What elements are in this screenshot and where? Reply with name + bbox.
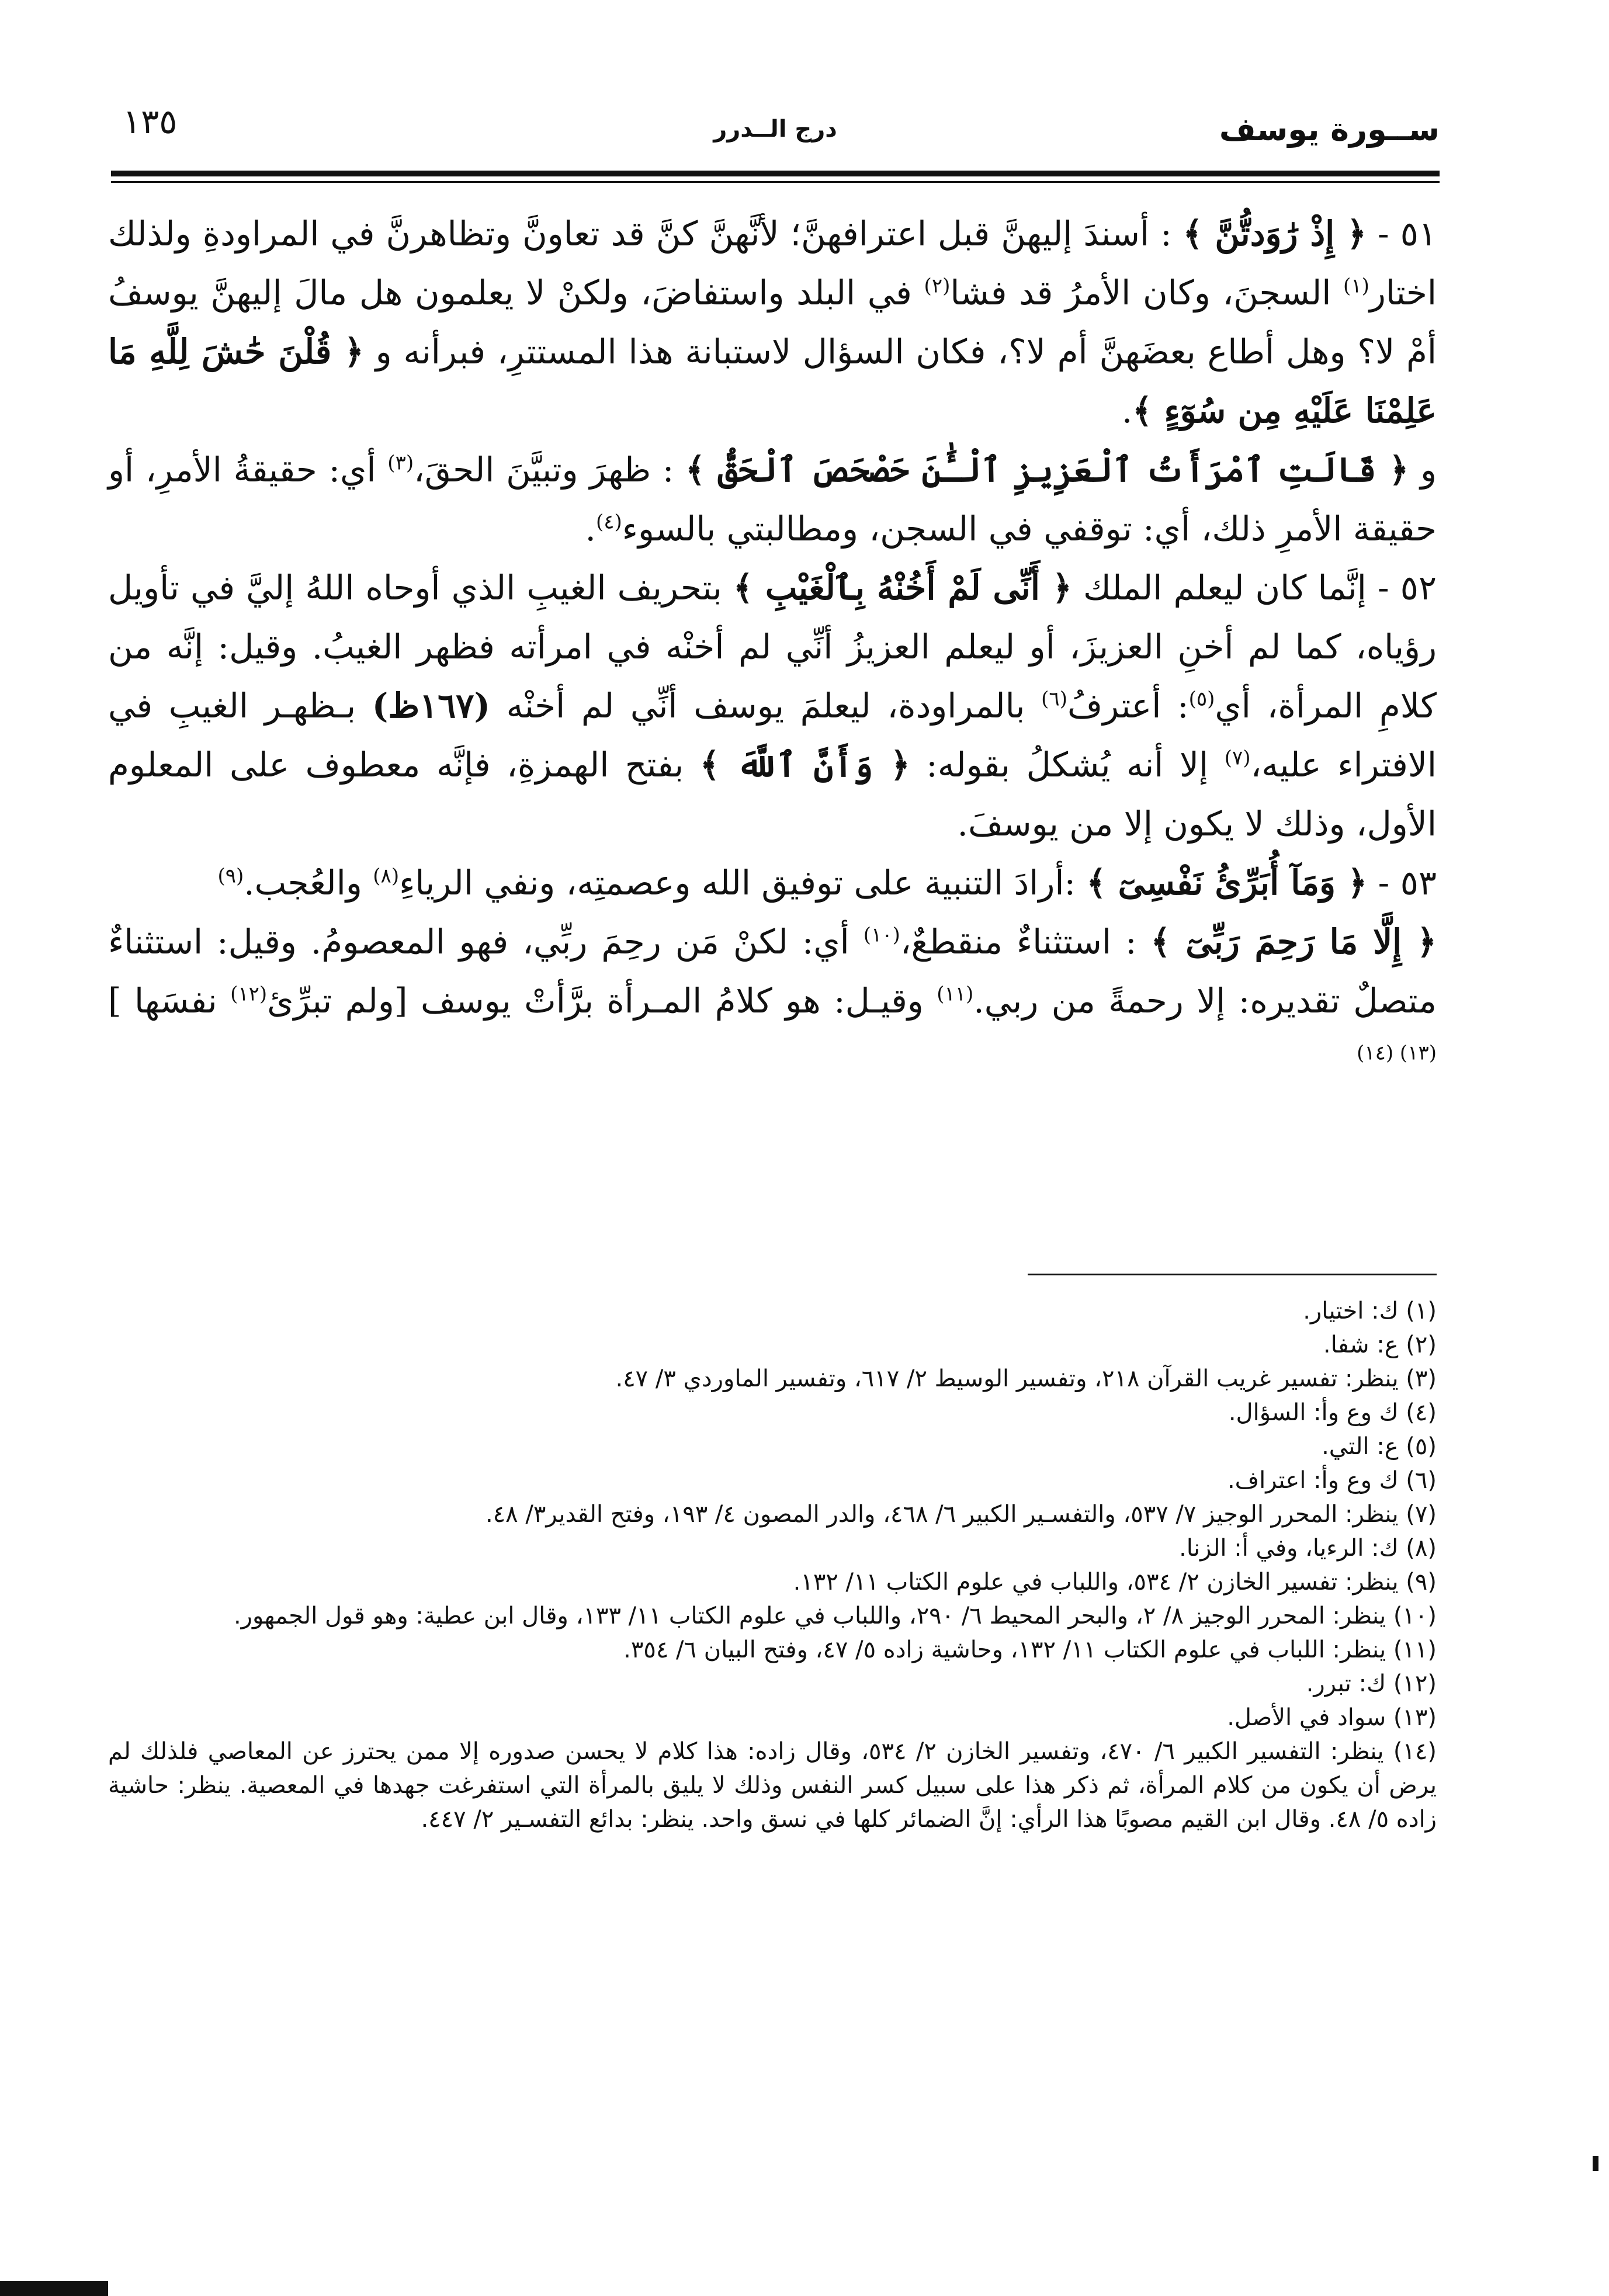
body-text: بتحريف الغيبِ الذي أوحاه اللهُ إليَّ في تأويل رؤياه، كما لم أخنِ العزيزَ، أو ليعلم العزيزُ أنِّي لم أخنْه في امرأته فظهر الغيبُ. وقيل: إنَّه من كلامِ المرأة، أي — [108, 568, 1437, 726]
footnote-number: (١١) — [1393, 1636, 1437, 1663]
surah-title: ســورة يوسف — [1219, 111, 1440, 148]
footnote-ref: (١٢) — [230, 982, 268, 1006]
footnote-number: (١٣) — [1393, 1704, 1437, 1731]
footnote-number: (٥) — [1406, 1433, 1437, 1460]
footnote — [108, 1667, 1437, 1701]
header-rule — [111, 171, 1440, 176]
footnote-text: ع: التي. — [1322, 1433, 1406, 1460]
quran-quote: ﴿ إِذْ رَٰوَدتُّنَّ ﴾ — [1183, 214, 1367, 254]
footnote-number: (١) — [1406, 1298, 1437, 1324]
body-text: :أرادَ التنبية على توفيق الله وعصمتِه، ونفي الرياءِ — [399, 863, 1087, 903]
footnote-text: ك وع وأ: السؤال. — [1228, 1399, 1406, 1426]
footnote-number: (٩) — [1406, 1569, 1437, 1596]
page-number: ١٣٥ — [123, 102, 178, 141]
footnote — [108, 1565, 1437, 1599]
footnote — [108, 1328, 1437, 1362]
body-text: أي: حقيقةُ الأمرِ، أو حقيقة الأمرِ ذلك، أي: توقفي في السجن، ومطالبتي بالسوء — [108, 450, 1437, 549]
body-text: : أعترفُ — [1067, 686, 1189, 726]
quran-quote: ﴿ وَأَنَّ ٱللَّهَ ﴾ — [699, 745, 910, 785]
book-title: درج الــدرر — [713, 116, 837, 143]
footnote-separator — [1028, 1274, 1437, 1275]
body-text: وقيـل: هو كلامُ المـرأة برَّأتْ يوسف [ولم تبرِّئ — [267, 981, 937, 1021]
body-text: بفتح الهمزةِ، فإنَّه معطوف على المعلوم الأول، وذلك لا يكون إلا من يوسفَ. — [108, 745, 1437, 844]
body-text: و — [1409, 450, 1437, 490]
footnote-number: (٧) — [1406, 1501, 1437, 1528]
footnote-text: ينظر: تفسير غريب القرآن ٢١٨، وتفسير الوسيط ٢/ ٦١٧، وتفسير الماوردي ٣/ ٤٧. — [615, 1365, 1406, 1392]
footnote — [108, 1497, 1437, 1531]
footnote — [108, 1531, 1437, 1565]
body-paragraph — [108, 913, 1437, 1090]
footnote-text: ينظر: اللباب في علوم الكتاب ١١/ ١٣٢، وحاشية زاده ٥/ ٤٧، وفتح البيان ٦/ ٣٥٤. — [623, 1636, 1393, 1663]
main-text — [108, 204, 1437, 1090]
footnote — [108, 1362, 1437, 1396]
body-text: والعُجب. — [244, 863, 373, 903]
footnote-text: ينظر: المحرر الوجيز ٨/ ٢، والبحر المحيط ٦/ ٢٩٠، واللباب في علوم الكتاب ١١/ ١٣٣، وقال ابن عطية: وهو قول الجمهور. — [233, 1603, 1393, 1629]
footnote-text: سواد في الأصل. — [1227, 1704, 1393, 1731]
quran-quote: ﴿ قُلْنَ حَٰشَ لِلَّهِ مَا عَلِمْنَا عَلَيْهِ مِن سُوٓءٍ ﴾ — [108, 332, 1437, 431]
footnote-ref: (٢) — [924, 274, 951, 298]
footnote-number: (٢) — [1406, 1331, 1437, 1358]
body-text: : أسندَ إليهنَّ قبل اعترافهنَّ؛ لأنَّهنَّ كنَّ قد تعاونَّ وتظاهرنَّ في المراودةِ ولذلك اختار — [108, 214, 1437, 313]
quran-quote: (١٦٧ظ) — [372, 686, 490, 726]
footnote-ref: (٥) — [1188, 687, 1215, 711]
footnote-text: ينظر: التفسير الكبير ٦/ ٤٧٠، وتفسير الخازن ٢/ ٥٣٤، وقال زاده: هذا كلام لا يحسن صدوره إلا ممن يحترز عن المعاصي فلذلك لم يرض أن يكون من كلام المرأة، ثم ذكر هذا على سبيل كسر النفس وذلك لا يليق بالمرأة التي استفرغت جهدها في المعصية. ينظر: حاشية زاده ٥/ ٤٨. وقال ابن القيم مصوبًا هذا الرأي: إنَّ الضمائر كلها في نسق واحد. ينظر: بدائع التفسـير ٢/ ٤٤٧. — [108, 1738, 1437, 1833]
footnote-text: ك: اختيار. — [1303, 1298, 1406, 1324]
footnote-number: (٤) — [1406, 1399, 1437, 1426]
body-paragraph — [108, 204, 1437, 441]
footnote-ref: (٦) — [1041, 687, 1067, 711]
quran-quote: ﴿ قَالَتِ ٱمْرَأَتُ ٱلْعَزِيزِ ٱلْـَٰٔنَ حَصْحَصَ ٱلْحَقُّ ﴾ — [685, 450, 1409, 490]
footnote — [108, 1701, 1437, 1735]
footnote-number: (٣) — [1406, 1365, 1437, 1392]
body-text: إلا أنه يُشكلُ بقوله: — [910, 745, 1225, 785]
body-text: . — [585, 509, 596, 549]
scan-edge-mark — [0, 2281, 108, 2296]
body-text: ٥٢ - إنَّما كان ليعلم الملك — [1071, 568, 1437, 608]
footnote-number: (٦) — [1406, 1467, 1437, 1494]
footnote — [108, 1633, 1437, 1667]
footnote-text: ع: شفا. — [1323, 1331, 1406, 1358]
header-rule-thin — [111, 181, 1440, 183]
footnote-ref: (٩) — [217, 864, 244, 888]
body-text: السجنَ، وكان الأمرُ قد فشا — [950, 273, 1344, 313]
footnote — [108, 1463, 1437, 1497]
footnote-ref: (٧) — [1224, 746, 1251, 770]
footnote — [108, 1599, 1437, 1633]
body-text: : استثناءٌ منقطعٌ، — [900, 922, 1151, 962]
body-text: : ظهرَ وتبيَّنَ الحقَ، — [414, 450, 686, 490]
body-text: نفسَها ] — [108, 981, 231, 1021]
scan-dot-mark — [1593, 2156, 1598, 2171]
footnote — [108, 1430, 1437, 1463]
body-text: ٥١ - — [1367, 214, 1437, 254]
footnote-number: (١٠) — [1393, 1603, 1437, 1629]
footnote-ref: (٤) — [595, 510, 622, 534]
running-header — [111, 99, 1440, 164]
footnote-number: (١٢) — [1393, 1670, 1437, 1697]
body-text: بـظهـر الغيبِ في الافتراء عليه، — [108, 686, 1437, 785]
footnote-number: (٨) — [1406, 1535, 1437, 1562]
footnote-ref: (١١) — [937, 982, 974, 1006]
body-text: بالمراودة، ليعلمَ يوسف أنِّي لم أخنْه — [490, 686, 1042, 726]
footnote-ref: (٣) — [387, 451, 414, 475]
footnote-ref: (١) — [1343, 274, 1369, 298]
footnote-text: ينظر: المحرر الوجيز ٧/ ٥٣٧، والتفسـير الكبير ٦/ ٤٦٨، والدر المصون ٤/ ١٩٣، وفتح القدير٣/ ٤٨. — [485, 1501, 1406, 1528]
body-text: أي: لكنْ مَن رحِمَ ربِّي، فهو المعصومُ. وقيل: استثناءٌ متصلٌ تقديره: إلا رحمةً من ربي. — [108, 922, 1437, 1021]
footnote-number: (١٤) — [1393, 1738, 1437, 1765]
quran-quote: ﴿ إِلَّا مَا رَحِمَ رَبِّىٓ ﴾ — [1150, 922, 1437, 962]
footnote — [108, 1294, 1437, 1328]
body-text: . — [1121, 391, 1133, 431]
footnote-ref: (١٣) (١٤) — [1357, 1041, 1437, 1065]
quran-quote: ﴿ أَنِّى لَمْ أَخُنْهُ بِٱلْغَيْبِ ﴾ — [733, 568, 1072, 608]
footnotes — [108, 1294, 1437, 1836]
footnote-text: ك: تبرر. — [1306, 1670, 1393, 1697]
body-paragraph — [108, 441, 1437, 559]
footnote-ref: (١٠) — [863, 923, 900, 947]
body-text: ٥٣ - — [1367, 863, 1437, 903]
body-text: في البلد واستفاضَ، ولكنْ لا يعلمون هل مالَ إليهنَّ يوسفُ أمْ لا؟ وهل أطاع بعضَهنَّ أم لا؟، فكان السؤال لاستبانة هذا المستترِ، فبرأنه و — [108, 273, 1437, 372]
footnote — [108, 1396, 1437, 1430]
body-paragraph — [108, 854, 1437, 913]
footnote-text: ك وع وأ: اعتراف. — [1227, 1467, 1406, 1494]
footnote-text: ك: الرءيا، وفي أ: الزنا. — [1179, 1535, 1406, 1562]
footnote-text: ينظر: تفسير الخازن ٢/ ٥٣٤، واللباب في علوم الكتاب ١١/ ١٣٢. — [793, 1569, 1406, 1596]
quran-quote: ﴿ وَمَآ أُبَرِّئُ نَفْسِىٓ ﴾ — [1086, 863, 1368, 903]
footnote-ref: (٨) — [373, 864, 400, 888]
body-paragraph — [108, 559, 1437, 854]
footnote — [108, 1735, 1437, 1836]
